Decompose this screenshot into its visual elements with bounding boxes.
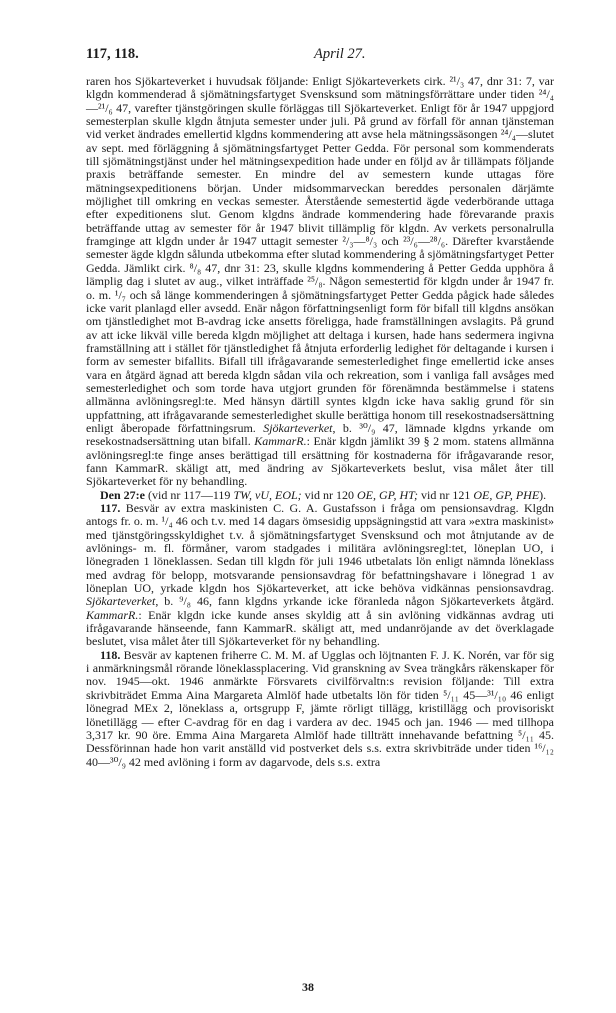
document-body bbox=[86, 75, 554, 769]
paragraph-continued: raren hos Sjökarteverket i huvudsak följande: Enligt Sjökarteverkets cirk. ²¹/₃ 47, dnr 31: 7, var klgdn kommenderad å sjömätningsfartyget Svensksund som mätningsförrättare under tiden ²⁴/₄—²¹/₆ 47, varefter tjänstgöringen skulle förläggas till Sjökarteverket. Enligt för år 1947 uppgjord semesterplan skulle klgdn åtnjuta semester under juli. På grund av förfall för annan tjänsteman vid verket ändrades emellertid klgdns kommendering att avse hela mätningssäsongen ²⁴/₄—slutet av sept. med förläggning å sjömätningsfartyget Petter Gedda. För personal som kommenderats till sjömätningstjänst under hel mätningsexpedition hade under en följd av år tillämpats följande praxis beträffande semester. En mindre del av semestern kunde uttagas före mätningsexpeditionens början. Under midsommarveckan bereddes personalen därjämte möjlighet till omkring en veckas semester. Återstående semestertid ägde vederbörande uttaga efter expeditionens slut. Genom klgdns ändrade kommendering hade förevarande praxis beträffande uttag av semester för år 1947 blivit tillämplig för klgdn. Av verkets personalrulla framginge att klgdn under år 1947 uttagit semester ²/₃—⁸/₃ och ²³/₆—²⁸/₆. Därefter kvarstående semester ägde klgdn sålunda utbekomma efter slutad kommendering å sjömätningsfartyget Petter Gedda. Jämlikt cirk. ⁸/₈ 47, dnr 31: 23, skulle klgdns kommendering å Petter Gedda upphöra å lämplig dag i slutet av aug., vilket inträffade ²⁵/₈. Någon semestertid för klgdn under år 1947 fr. o. m. ¹/₇ och så länge kommenderingen å sjömätningsfartyget Petter Gedda pågick hade således icke varit planlagd eller avsedd. Enär någon författningsenligt form för bifall till klgdns ansökan om tjänstledighet mot B-avdrag icke ansetts föreligga, hade framställningen avslagits. På grund av att icke likväl ville bereda klgdn möjlighet att deltaga i kursen, hade hans sedermera ingivna framställning att i stället för tjänstledighet få åtnjuta erforderlig ledighet för deltagande i kursen i form av semester bifallits. Bifall till ifrågavarande semesterledighet finge emellertid icke anses vara en åtgärd ägnad att bereda klgdn sådan vila och rekreation, som i vanliga fall avsåges med semesterledighet och som torde hava utgjort grunden för förenämnda bestämmelse i statens allmänna avlöningsregl:te. Med hänsyn därtill syntes klgdn icke hava saklig grund för sin uppfattning, att ifrågavarande semesterledighet skulle berättiga honom till resekostnadsersättning enligt åberopade författningsrum. Sjökarteverket, b. ³⁰/₉ 47, lämnade klgdns yrkande om resekostnadsersättning utan bifall. KammarR.: Enär klgdn jämlikt 39 § 2 mom. statens allmänna avlöningsregl:te finge anses berättigad till ersättning för kostnaderna för ifrågavarande resor, fann KammarR. skäligt att, med ändring av Sjökarteverkets beslut, visa målet åter till Sjökarteverket för ny behandling. bbox=[86, 74, 555, 489]
paragraph-case-118: 118. Besvär av kaptenen friherre C. M. M. af Ugglas och löjtnanten F. J. K. Norén, var för sig i anmärkningsmål rörande löneklassplacering. Vid granskning av Svea trängkårs räkenskaper för nov. 1945—okt. 1946 anmärkte Försvarets civilförvaltn:s revision följande: Till extra skrivbiträdet Emma Aina Margareta Almlöf hade utbetalts lön för tiden ⁵/₁₁ 45—³¹/₁₀ 46 enligt lönegrad MEx 2, löneklass a, ortsgrupp F, jämte rörligt tillägg, kristillägg och provisoriskt lönetillägg — efter C-avdrag för en dag i vardera av dec. 1945 och jan. 1946 — med tillhopa 3,317 kr. 90 öre. Emma Aina Margareta Almlöf hade tillträtt innehavande befattning ⁵/₁₁ 45. Dessförinnan hade hon varit anställd vid postverket dels s.s. extra skrivbiträde under tiden ¹⁶/₁₂ 40—³⁰/₉ 42 med avlöning i form av dagarvode, dels s.s. extra bbox=[86, 647, 554, 769]
case-number-range: 117, 118. bbox=[86, 46, 139, 62]
page-header bbox=[86, 46, 556, 68]
paragraph-case-117: 117. Besvär av extra maskinisten C. G. A. Gustafsson i fråga om pensionsavdrag. Klgdn antogs fr. o. m. ¹/₄ 46 och t.v. med 14 dagars ömsesidig uppsägningstid att vara »extra maskinist» med tjänstgöringsskyldighet t.v. å sjömätningsfartyget Svensksund och mot åtnjutande av de avlönings- m. fl. förmåner, varom stadgades i militära avlöningsregl:tet, löneplan UO, i lönegraden 1 löneklassen. Sedan till klgdn för juli 1946 utbetalats lön enligt nämnda löneklass med avdrag för belopp, motsvarande pensionsavdrag för befattningshavare i lönegrad 1 av löneplan UO, yrkade klgdn hos Sjökarteverket, att icke behöva vidkännas pensionsavdrag. Sjökarteverket, b. ⁹/₈ 46, fann klgdns yrkande icke föranleda någon Sjökarteverkets åtgärd. KammarR.: Enär klgdn icke kunde anses skyldig att å sin avlöning vidkännas avdrag uti ifrågavarande hänseende, fann KammarR. skäligt att, med undanröjande av det överklagade beslutet, visa målet åter till Sjökarteverket för ny behandling. bbox=[86, 501, 554, 649]
date-heading: Den 27:e bbox=[100, 487, 145, 502]
page-date: April 27. bbox=[314, 46, 366, 62]
case-number-118: 118. bbox=[100, 647, 121, 662]
paragraph-date-entry: Den 27:e (vid nr 117—119 TW, vU, EOL; vid nr 120 OE, GP, HT; vid nr 121 OE, GP, PHE). bbox=[100, 487, 547, 502]
page-number: 38 bbox=[302, 980, 314, 994]
case-number-117: 117. bbox=[100, 501, 121, 515]
